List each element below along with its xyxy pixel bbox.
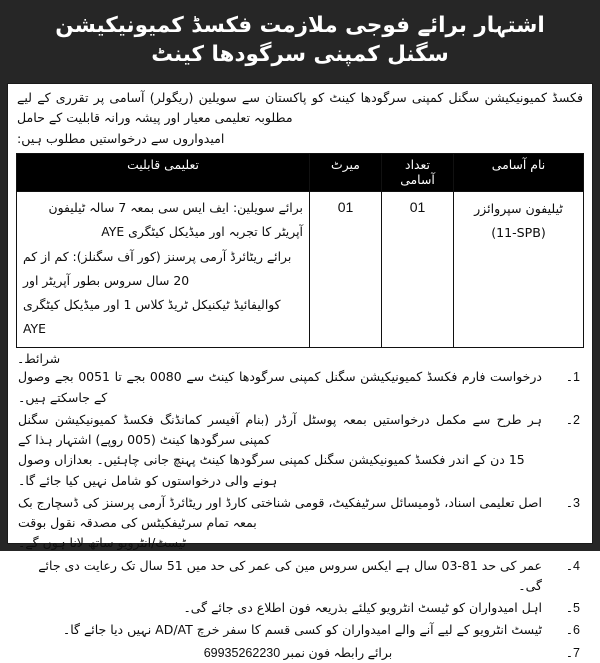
condition-item-2 xyxy=(18,410,580,491)
conditions-list xyxy=(8,366,592,663)
education-line-1: برائے سویلین: ایف ایس سی بمعہ 7 سالہ ٹیلیفون آپریٹر کا تجربہ اور میڈیکل کیٹگری AYE xyxy=(48,200,303,240)
column-header-merit: میرٹ xyxy=(310,154,382,192)
condition-number-6: 6۔ xyxy=(565,623,580,638)
condition-number-4: 4۔ xyxy=(565,558,580,573)
condition-item-1 xyxy=(18,367,580,408)
condition-item-5 xyxy=(18,598,580,618)
banner-title-line-2: سگنل کمپنی سرگودھا کینٹ xyxy=(151,41,449,67)
condition-item-4 xyxy=(18,556,580,597)
condition-number-2: 2۔ xyxy=(565,412,580,427)
vacancy-table-head xyxy=(17,154,584,192)
intro-paragraph xyxy=(8,84,592,149)
intro-line-1: فکسڈ کمیونیکیشن سگنل کمپنی سرگودھا کینٹ کو پاکستان سے سویلین (ریگولر) آسامی پر تقرری کے لیے مطلوبہ تعلیمی معیار اور پیشہ ورانہ قابلیت کے حامل xyxy=(17,90,583,126)
condition-text-3-line-2: ٹیسٹ/انٹرویو ساتھ لانا ہوں گے۔ xyxy=(18,535,187,551)
condition-text-2 xyxy=(18,410,542,491)
advertisement-banner xyxy=(0,0,600,79)
column-header-name: نام آسامی xyxy=(454,154,584,192)
condition-text-2-line-1: ہر طرح سے مکمل درخواستیں بمعہ پوسٹل آرڈر (بنام آفیسر کمانڈنگ فکسڈ کمیونیکیشن سگنل کمپنی سرگودھا کینٹ (500 روپے) اشتہار ہذا کے xyxy=(18,411,542,448)
vacancy-table xyxy=(16,153,584,348)
education-line-3: کوالیفائیڈ ٹیکنیکل ٹریڈ کلاس 1 اور میڈیکل کیٹگری AYE xyxy=(23,296,281,337)
condition-item-3 xyxy=(18,493,580,554)
condition-number-5: 5۔ xyxy=(565,601,580,616)
table-header-row xyxy=(17,154,584,192)
condition-text-3 xyxy=(18,493,542,554)
cell-education-qualification xyxy=(17,192,310,348)
condition-text-1: درخواست فارم فکسڈ کمیونیکیشن سگنل کمپنی سرگودھا کینٹ سے 0800 بجے تا 1500 بجے وصول کے جاسکتے ہیں۔ xyxy=(18,369,542,405)
condition-text-6: ٹیسٹ انٹرویو کے لیے آنے والے امیدواران کو کسی قسم کا سفر خرچ TA/DA نہیں دیا جائے گا۔ xyxy=(62,622,542,638)
cell-merit: 01 xyxy=(310,192,382,348)
contact-phone-number: برائے رابطہ فون نمبر 03226253996 xyxy=(203,645,393,660)
column-header-count: تعداد آسامی xyxy=(382,154,454,192)
vacancy-table-wrapper xyxy=(8,149,592,348)
intro-line-2: امیدواروں سے درخواستیں مطلوب ہیں: xyxy=(17,130,225,146)
cell-vacancy-count: 01 xyxy=(382,192,454,348)
condition-number-7: 7۔ xyxy=(565,645,580,660)
banner-title-line-1: اشتہار برائے فوجی ملازمت فکسڈ کمیونیکیشن xyxy=(55,13,545,39)
cell-post-name xyxy=(454,192,584,348)
condition-text-4: عمر کی حد 18-30 سال ہے ایکس سروس مین کی عمر کی حد میں 15 سال تک رعایت دی جائے گی۔ xyxy=(38,557,542,593)
condition-text-2-line-2: 15 دن کے اندر فکسڈ کمیونیکیشن سگنل کمپنی سرگودھا کینٹ پہنچ جانی چاہئیں۔ بعدازاں وصول ہونے والی درخواستوں کو شامل نہیں کیا جائے گا۔ xyxy=(18,452,525,488)
condition-item-6 xyxy=(18,620,580,640)
condition-number-1: 1۔ xyxy=(565,370,580,385)
column-header-education: تعلیمی قابلیت xyxy=(17,154,310,192)
condition-item-7-contact xyxy=(18,643,580,663)
condition-text-5: اہل امیدواران کو ٹیسٹ انٹرویو کیلئے بذریعہ فون اطلاع دی جائے گی۔ xyxy=(183,600,542,616)
education-line-2: برائے ریٹائرڈ آرمی پرسنز (کور آف سگنلز): کم از کم 20 سال سروس بطور آپریٹر اور xyxy=(23,248,292,288)
condition-number-3: 3۔ xyxy=(565,495,580,510)
advertisement-body xyxy=(7,83,593,660)
vacancy-table-body xyxy=(17,192,584,348)
conditions-heading: شرائط۔ xyxy=(17,351,61,367)
condition-text-3-line-1: اصل تعلیمی اسناد، ڈومیسائل سرٹیفکیٹ، قومی شناختی کارڈ اور ریٹائرڈ آرمی پرسنز کی ڈسچارج بک بمعہ تمام سرٹیفکیٹس کی مصدقہ نقول بوقت xyxy=(18,494,542,531)
table-row xyxy=(17,192,584,348)
post-title: ٹیلیفون سپروائزر xyxy=(474,201,563,217)
post-bps-grade: (BPS-11) xyxy=(491,225,546,241)
